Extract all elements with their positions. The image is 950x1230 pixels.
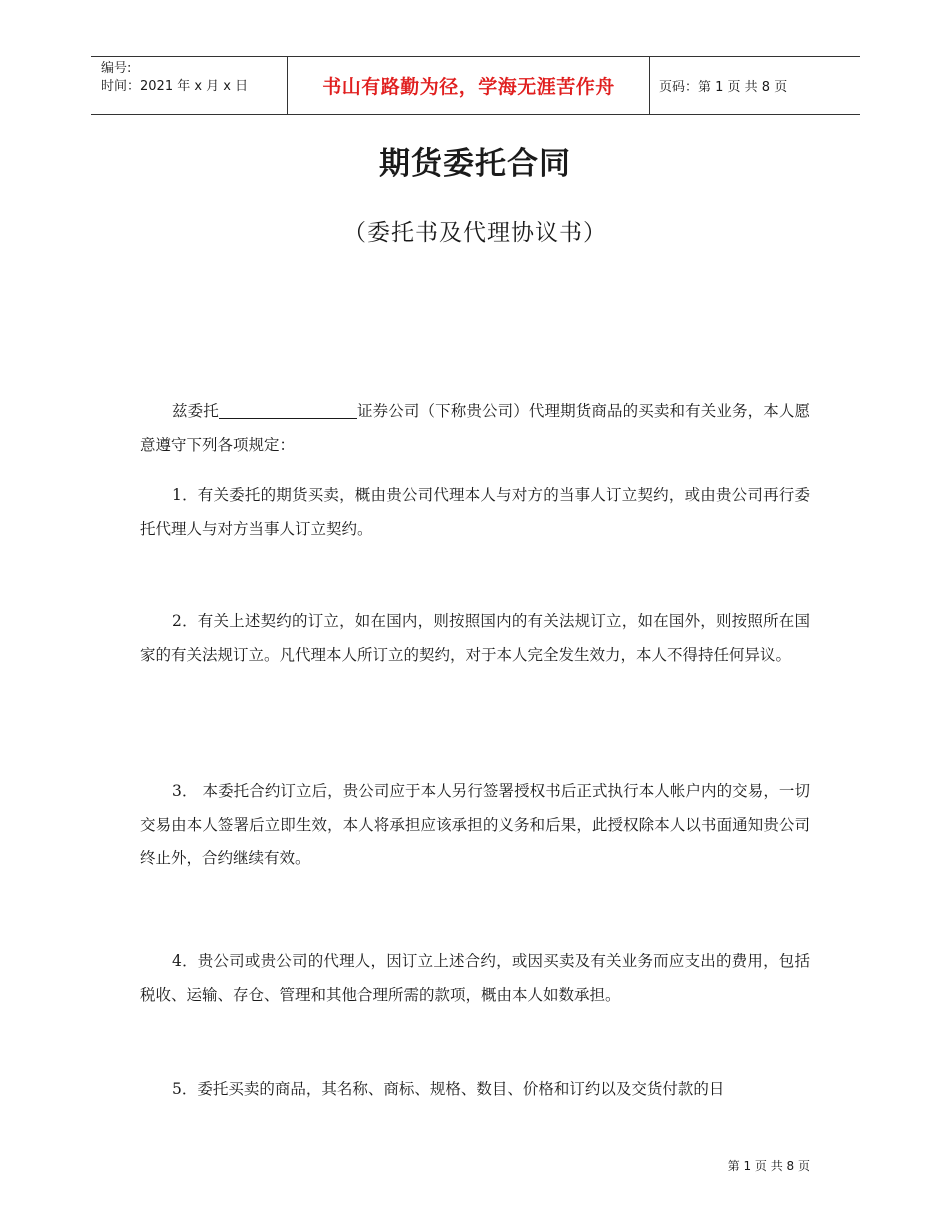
clause-4: 4．贵公司或贵公司的代理人，因订立上述合约，或因买卖及有关业务而应支出的费用，包括税收、运输、存仓、管理和其他合理所需的款项，概由本人如数承担。 xyxy=(140,952,810,1004)
clause-1: 1．有关委托的期货买卖，概由贵公司代理本人与对方的当事人订立契约，或由贵公司再行委托代理人与对方当事人订立契约。 xyxy=(140,486,810,538)
clause-2: 2．有关上述契约的订立，如在国内，则按照国内的有关法规订立，如在国外，则按照所在国家的有关法规订立。凡代理本人所订立的契约，对于本人完全发生效力，本人不得持任何异议。 xyxy=(140,612,810,664)
header-page-number: 页码：第 1 页 共 8 页 xyxy=(659,80,788,95)
document-time-label: 时间：2021 年 x 月 x 日 xyxy=(101,79,249,94)
company-name-blank[interactable] xyxy=(219,400,357,419)
document-title: 期货委托合同 xyxy=(379,146,571,182)
clause-5: 5．委托买卖的商品，其名称、商标、规格、数目、价格和订约以及交货付款的日 xyxy=(172,1080,725,1098)
footer-page-number: 第 1 页 共 8 页 xyxy=(727,1159,810,1173)
header-divider xyxy=(649,57,650,114)
document-subtitle: （委托书及代理协议书） xyxy=(343,220,607,246)
document-number-label: 编号: xyxy=(101,61,132,76)
clause-3: 3． 本委托合约订立后，贵公司应于本人另行签署授权书后正式执行本人帐户内的交易，一切交易由本人签署后立即生效，本人将承担应该承担的义务和后果，此授权除本人以书面通知贵公司终止外，合约继续有效。 xyxy=(140,782,810,867)
header-motto: 书山有路勤为径，学海无涯苦作舟 xyxy=(322,76,615,98)
intro-paragraph xyxy=(140,395,810,462)
intro-text-after: 证券公司（下称贵公司）代理期货商品的买卖和有关业务，本人愿意遵守下列各项规定： xyxy=(140,402,810,454)
document-header xyxy=(91,56,860,115)
header-meta xyxy=(91,57,287,114)
intro-text-before: 兹委托 xyxy=(172,402,219,420)
